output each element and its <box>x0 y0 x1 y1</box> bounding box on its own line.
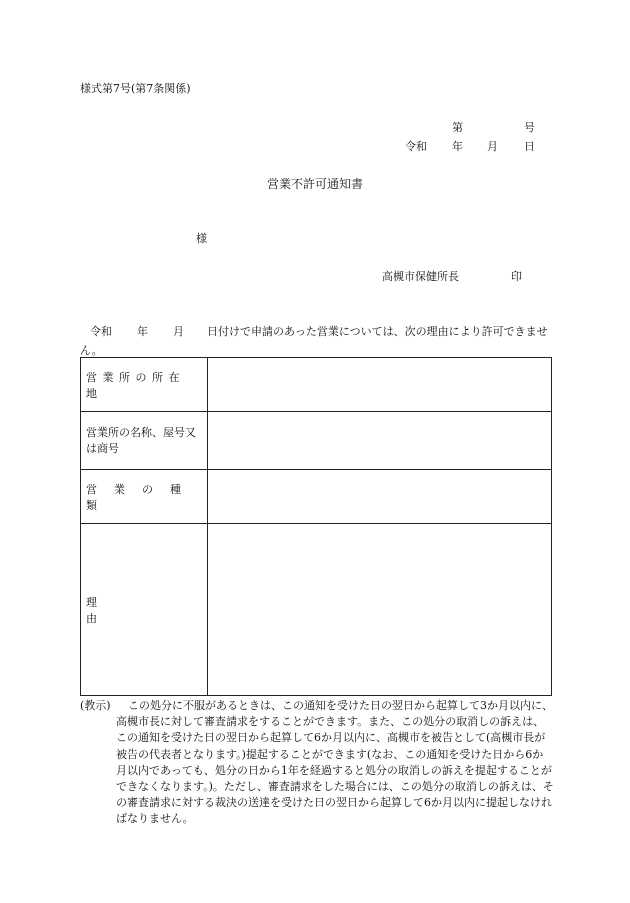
value-reason[interactable] <box>208 524 552 696</box>
paragraph-text: 日付けで申請のあった営業については、次の理由により許可できません。 <box>80 325 548 357</box>
details-table <box>80 357 552 696</box>
body-paragraph <box>80 322 552 360</box>
form-number: 様式第7号(第7条関係) <box>80 82 191 95</box>
table-row <box>81 470 552 524</box>
table-row <box>81 358 552 412</box>
paragraph-year: 年 <box>137 325 148 338</box>
table-label-cell <box>81 470 208 524</box>
label-business-name: 営業所の名称、屋号又は商号 <box>86 425 196 455</box>
table-label-cell <box>81 358 208 412</box>
document-number-prefix: 第 <box>452 121 463 134</box>
label-business-type: 営業の種類 <box>86 482 198 512</box>
notice-text: この処分に不服があるときは、この通知を受けた日の翌日から起算して3か月以内に、高槻市長に対して審査請求をすることができます。また、この処分の取消しの訴えは、この通知を受けた日の翌日から起算して6か月以内に、高槻市を被告として(高槻市長が被告の代表者となります。)提起することができます(なお、この通知を受けた日から6か月以内であっても、処分の日から1年を経過すると処分の取消しの訴えを提起することができなくなります。)。ただし、審査請求をした場合には、この処分の取消しの訴えは、その審査請求に対する裁決の送達を受けた日の翌日から起算して6か月以内に提起しなければなりません。 <box>116 699 554 826</box>
seal-mark: 印 <box>511 270 522 283</box>
label-reason: 理由 <box>86 595 184 625</box>
paragraph-month: 月 <box>173 325 184 338</box>
document-number-suffix: 号 <box>524 121 535 134</box>
value-location[interactable] <box>208 358 552 412</box>
date-day-label: 日 <box>524 140 535 153</box>
date-year-label: 年 <box>452 140 463 153</box>
table-label-cell <box>81 412 208 470</box>
notice-heading: (教示) <box>80 699 111 712</box>
table-row <box>81 524 552 696</box>
date-month-label: 月 <box>487 140 498 153</box>
table-row <box>81 412 552 470</box>
paragraph-era: 令和 <box>90 325 112 338</box>
value-business-name[interactable] <box>208 412 552 470</box>
value-business-type[interactable] <box>208 470 552 524</box>
sender-name: 高槻市保健所長 <box>382 270 459 283</box>
document-title: 営業不許可通知書 <box>266 177 363 191</box>
table-label-cell <box>81 524 208 696</box>
date-era: 令和 <box>405 140 427 153</box>
addressee-suffix: 様 <box>196 232 207 245</box>
label-location: 営業所の所在地 <box>86 370 185 400</box>
